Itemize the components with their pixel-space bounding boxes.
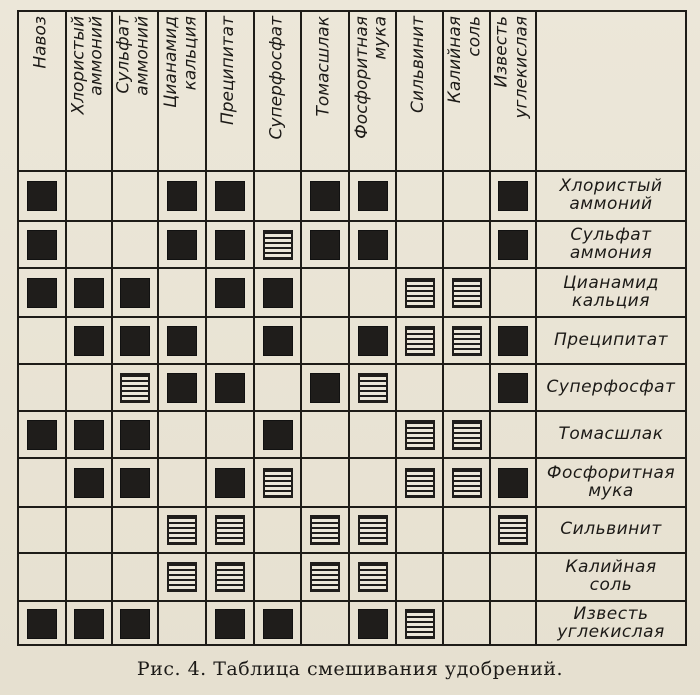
column-header-text: Преципитат [218,16,239,126]
incompatible-mark [310,181,340,211]
limited-compatibility-mark [215,562,245,592]
row-label-line: углекислая [557,622,665,642]
column-header [65,10,111,170]
column-header-text: Хлористый [68,16,88,115]
row-label-line: аммоний [569,194,653,214]
row-label-line: Фосфоритная [546,462,676,483]
column-header-text: Томасшлак [313,16,334,117]
row-label-line: Калийная [565,557,657,577]
limited-compatibility-mark [167,515,197,545]
row-label [535,506,687,552]
row-label-line: Томасшлак [558,423,664,444]
row-label [535,170,687,220]
incompatible-mark [74,468,104,498]
row-label [535,363,687,410]
limited-compatibility-mark [310,515,340,545]
row-label-line: Преципитат [553,329,669,350]
limited-compatibility-mark [498,515,528,545]
column-header-text: углекислая [511,16,531,119]
row-label-line: аммония [569,242,653,263]
limited-compatibility-mark [120,373,150,403]
incompatible-mark [74,326,104,356]
row-label-line: Суперфосфат [546,376,676,397]
incompatible-mark [358,181,388,211]
row-label [535,410,687,457]
limited-compatibility-mark [405,609,435,639]
incompatible-mark [263,609,293,639]
row-label [535,220,687,267]
incompatible-mark [498,181,528,211]
incompatible-mark [358,609,388,639]
incompatible-mark [167,373,197,403]
limited-compatibility-mark [358,515,388,545]
incompatible-mark [167,181,197,211]
column-header-text: аммоний [133,16,153,96]
incompatible-mark [310,230,340,260]
limited-compatibility-mark [405,468,435,498]
incompatible-mark [263,326,293,356]
limited-compatibility-mark [452,278,482,308]
incompatible-mark [215,181,245,211]
column-header-text: Сульфат [114,16,134,94]
incompatible-mark [27,609,57,639]
column-header-text: Фосфоритная [351,16,372,139]
row-label [535,600,687,646]
row-label-line: Хлористый [559,176,663,196]
limited-compatibility-mark [167,562,197,592]
incompatible-mark [74,609,104,639]
incompatible-mark [263,420,293,450]
column-header-text: аммоний [87,16,107,96]
incompatible-mark [215,373,245,403]
limited-compatibility-mark [215,515,245,545]
limited-compatibility-mark [452,468,482,498]
incompatible-mark [215,609,245,639]
incompatible-mark [27,420,57,450]
row-label [535,552,687,600]
row-label-line: соль [589,575,633,595]
fertilizer-mixing-table [17,10,687,646]
figure-caption: Рис. 4. Таблица смешивания удобрений. [136,658,564,680]
incompatible-mark [27,278,57,308]
row-label [535,316,687,363]
column-header [17,10,65,170]
incompatible-mark [167,326,197,356]
column-header [395,10,442,170]
column-header-text: Цианамид [161,16,181,108]
column-header-text: Суперфосфат [266,16,286,140]
incompatible-mark [74,420,104,450]
column-header-text: Калийная [445,16,466,104]
limited-compatibility-mark [358,562,388,592]
incompatible-mark [358,230,388,260]
limited-compatibility-mark [310,562,340,592]
column-header [348,10,395,170]
column-header [442,10,489,170]
incompatible-mark [215,278,245,308]
column-header [157,10,205,170]
limited-compatibility-mark [358,373,388,403]
row-label-line: Сульфат [570,224,652,245]
row-label [535,457,687,506]
row-label-line: Известь [573,604,649,624]
limited-compatibility-mark [263,468,293,498]
incompatible-mark [310,373,340,403]
limited-compatibility-mark [405,326,435,356]
incompatible-mark [498,326,528,356]
limited-compatibility-mark [405,420,435,450]
incompatible-mark [120,420,150,450]
incompatible-mark [215,230,245,260]
column-header [111,10,157,170]
limited-compatibility-mark [452,326,482,356]
incompatible-mark [120,278,150,308]
row-label-line: Цианамид [563,272,659,293]
limited-compatibility-mark [263,230,293,260]
limited-compatibility-mark [452,420,482,450]
incompatible-mark [498,468,528,498]
row-label-line: Сильвинит [560,519,662,539]
column-header-text: кальция [180,16,200,91]
column-header-text: Навоз [30,16,51,69]
incompatible-mark [120,468,150,498]
incompatible-mark [215,468,245,498]
incompatible-mark [498,373,528,403]
row-label-line: мука [588,480,634,501]
limited-compatibility-mark [405,278,435,308]
row-label-line: кальция [572,290,650,311]
incompatible-mark [27,230,57,260]
row-label [535,267,687,316]
incompatible-mark [120,326,150,356]
column-header-text: соль [464,16,485,57]
incompatible-mark [74,278,104,308]
column-header-text: мука [370,16,391,60]
column-header-text: Сильвинит [408,16,428,113]
incompatible-mark [263,278,293,308]
column-header [489,10,535,170]
column-header [253,10,300,170]
incompatible-mark [27,181,57,211]
column-header [205,10,253,170]
incompatible-mark [120,609,150,639]
column-header-text: Известь [492,16,512,88]
column-header [300,10,348,170]
incompatible-mark [498,230,528,260]
incompatible-mark [358,326,388,356]
incompatible-mark [167,230,197,260]
